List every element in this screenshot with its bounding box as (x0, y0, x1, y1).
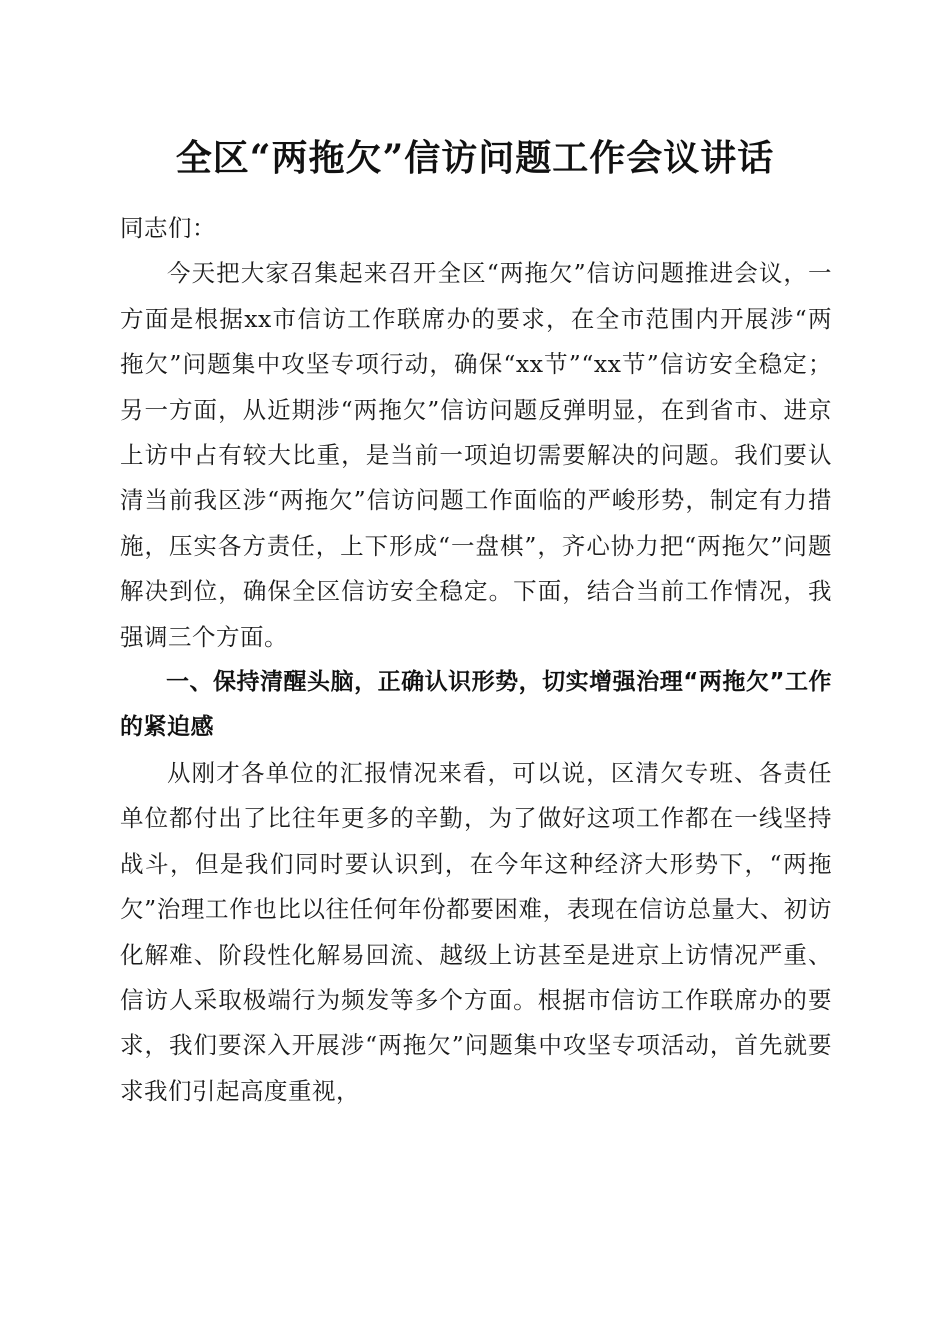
document-body (120, 206, 832, 1114)
paragraph-intro: 今天把大家召集起来召开全区“两拖欠”信访问题推进会议，一方面是根据xx市信访工作联席办的要求，在全市范围内开展涉“两拖欠”问题集中攻坚专项行动，确保“xx节”“xx节”信访安全稳定；另一方面，从近期涉“两拖欠”信访问题反弹明显，在到省市、进京上访中占有较大比重，是当前一项迫切需要解决的问题。我们要认清当前我区涉“两拖欠”信访问题工作面临的严峻形势，制定有力措施，压实各方责任，上下形成“一盘棋”，齐心协力把“两拖欠”问题解决到位，确保全区信访安全稳定。下面，结合当前工作情况，我强调三个方面。 (120, 259, 832, 651)
paragraph-section-1: 从刚才各单位的汇报情况来看，可以说，区清欠专班、各责任单位都付出了比往年更多的辛勤，为了做好这项工作都在一线坚持战斗，但是我们同时要认识到，在今年这种经济大形势下，“两拖欠”治理工作也比以往任何年份都要困难，表现在信访总量大、初访化解难、阶段性化解易回流、越级上访甚至是进京上访情况严重、信访人采取极端行为频发等多个方面。根据市信访工作联席办的要求，我们要深入开展涉“两拖欠”问题集中攻坚专项活动，首先就要求我们引起高度重视， (120, 758, 832, 1105)
salutation: 同志们： (120, 214, 216, 242)
section-heading-1: 一、保持清醒头脑，正确认识形势，切实增强治理“两拖欠”工作的紧迫感 (120, 669, 832, 741)
document-title: 全区“两拖欠”信访问题工作会议讲话 (175, 137, 775, 179)
